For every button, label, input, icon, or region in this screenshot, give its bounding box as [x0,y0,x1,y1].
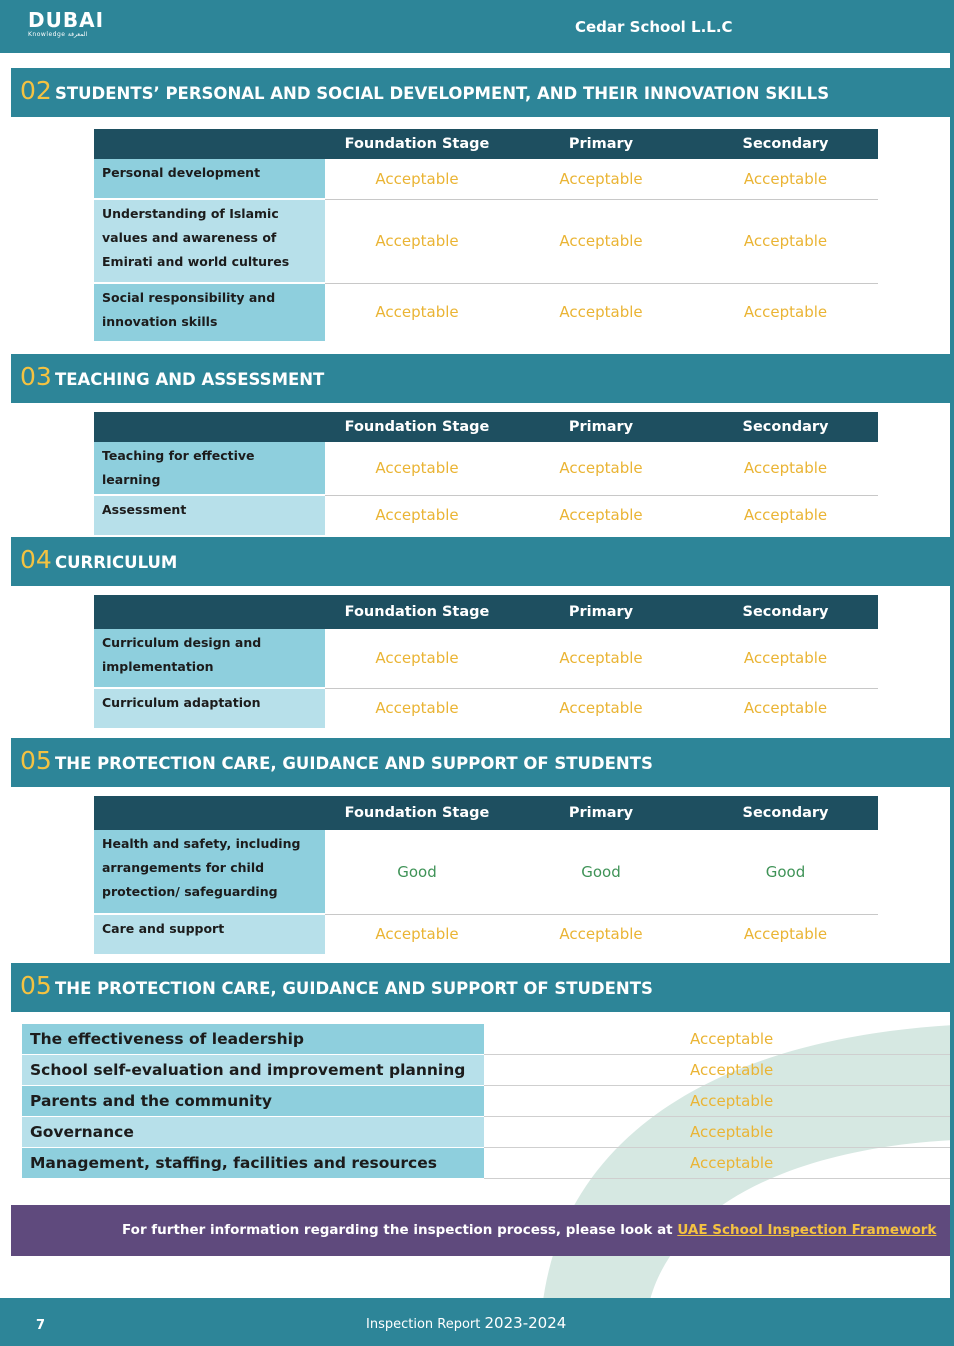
rating-foundation: Good [325,830,509,914]
rating-foundation: Acceptable [325,629,509,688]
section-number: 02 [20,76,52,105]
rating-primary: Good [509,830,693,914]
report-title [366,1314,566,1332]
column-header-foundation: Foundation Stage [325,412,509,442]
section-banner-04 [11,537,950,586]
table-header-row [94,796,878,830]
rating-primary: Acceptable [559,925,643,944]
page-right-border [950,0,954,1346]
rating-primary: Acceptable [559,303,643,322]
section-title: TEACHING AND ASSESSMENT [55,370,325,389]
rating-foundation: Acceptable [375,303,459,322]
row-label: Care and support [94,914,325,954]
inspection-framework-link[interactable]: UAE School Inspection Framework [677,1222,937,1238]
rating-secondary: Acceptable [693,199,878,283]
section-title: STUDENTS’ PERSONAL AND SOCIAL DEVELOPMENT, AND THEIR INNOVATION SKILLS [55,84,830,103]
dubai-knowledge-logo [28,9,104,39]
table-row [94,442,878,495]
table-header-row [94,412,878,442]
row-label: The effectiveness of leadership [22,1024,484,1055]
table-row [94,495,878,535]
ratings-table-03 [94,412,878,535]
row-label: Health and safety, including arrangements for child protection/ safeguarding [94,830,325,914]
page-footer [0,1298,950,1346]
table-row [94,629,878,688]
rating-primary: Acceptable [509,199,693,283]
rating-secondary: Acceptable [743,506,828,525]
row-label: Parents and the community [22,1086,484,1117]
rating-value: Acceptable [484,1055,950,1086]
row-label: Personal development [94,159,325,199]
rating-secondary: Good [693,830,878,914]
ratings-table-05 [94,796,878,954]
column-header-foundation: Foundation Stage [325,129,509,159]
column-header-secondary: Secondary [693,595,878,629]
row-label: Assessment [94,495,325,535]
rating-value: Acceptable [484,1117,950,1148]
corner-cell [94,595,325,629]
section-number: 05 [20,746,52,775]
rating-foundation: Acceptable [325,159,509,199]
rating-secondary: Acceptable [693,159,878,199]
table-row [22,1148,950,1179]
row-label: Teaching for effective learning [94,442,325,495]
rating-foundation: Acceptable [375,506,459,525]
logo-sub-text: Knowledge المعرفة [28,31,88,38]
rating-primary: Acceptable [559,506,643,525]
row-label: Governance [22,1117,484,1148]
table-row [94,688,878,728]
rating-foundation: Acceptable [325,199,509,283]
report-year: 2023-2024 [484,1314,567,1332]
section-banner-03 [11,354,950,403]
section-title: CURRICULUM [55,553,178,572]
rating-secondary: Acceptable [743,699,828,718]
section-title: THE PROTECTION CARE, GUIDANCE AND SUPPORT OF STUDENTS [55,754,653,773]
column-header-primary: Primary [509,129,693,159]
section-banner-02 [11,68,950,117]
school-name: Cedar School L.L.C [575,18,733,36]
info-banner-text: For further information regarding the inspection process, please look at [122,1222,673,1238]
section-number: 04 [20,545,52,574]
column-header-secondary: Secondary [693,796,878,830]
table-header-row [94,595,878,629]
page-number: 7 [36,1318,46,1333]
column-header-primary: Primary [509,412,693,442]
report-label: Inspection Report [366,1317,481,1332]
column-header-primary: Primary [509,595,693,629]
table-row [22,1117,950,1148]
row-label: Understanding of Islamic values and awareness of Emirati and world cultures [94,199,325,283]
info-banner-text-wrap [122,1222,936,1238]
column-header-secondary: Secondary [693,412,878,442]
table-row [94,283,878,341]
rating-foundation: Acceptable [375,925,459,944]
section-banner-05 [11,738,950,787]
rating-foundation: Acceptable [375,699,459,718]
column-header-secondary: Secondary [693,129,878,159]
row-label: Social responsibility and innovation skills [94,283,325,341]
column-header-foundation: Foundation Stage [325,595,509,629]
table-row [94,199,878,283]
rating-primary: Acceptable [509,442,693,495]
row-label: Curriculum design and implementation [94,629,325,688]
corner-cell [94,129,325,159]
rating-value: Acceptable [484,1148,950,1179]
logo-main-text: DUBAI [28,8,105,32]
corner-cell [94,796,325,830]
corner-cell [94,412,325,442]
info-banner [11,1205,950,1256]
section-banner-05-leadership [11,963,950,1012]
section-title: THE PROTECTION CARE, GUIDANCE AND SUPPORT OF STUDENTS [55,979,653,998]
rating-secondary: Acceptable [693,442,878,495]
rating-value: Acceptable [484,1086,950,1117]
rating-primary: Acceptable [509,159,693,199]
table-row [22,1024,950,1055]
leadership-ratings-table [22,1024,950,1179]
rating-primary: Acceptable [559,699,643,718]
section-number: 05 [20,971,52,1000]
rating-secondary: Acceptable [743,925,828,944]
ratings-table-04 [94,595,878,728]
row-label: Management, staffing, facilities and resources [22,1148,484,1179]
row-label: School self-evaluation and improvement planning [22,1055,484,1086]
table-row [94,159,878,199]
table-header-row [94,129,878,159]
table-row [94,830,878,914]
rating-primary: Acceptable [509,629,693,688]
rating-foundation: Acceptable [325,442,509,495]
table-row [22,1055,950,1086]
column-header-foundation: Foundation Stage [325,796,509,830]
rating-secondary: Acceptable [743,303,828,322]
column-header-primary: Primary [509,796,693,830]
rating-secondary: Acceptable [693,629,878,688]
row-label: Curriculum adaptation [94,688,325,728]
page-header [0,0,950,53]
ratings-table-02 [94,129,878,341]
table-row [94,914,878,954]
table-row [22,1086,950,1117]
section-number: 03 [20,362,52,391]
rating-value: Acceptable [484,1024,950,1055]
